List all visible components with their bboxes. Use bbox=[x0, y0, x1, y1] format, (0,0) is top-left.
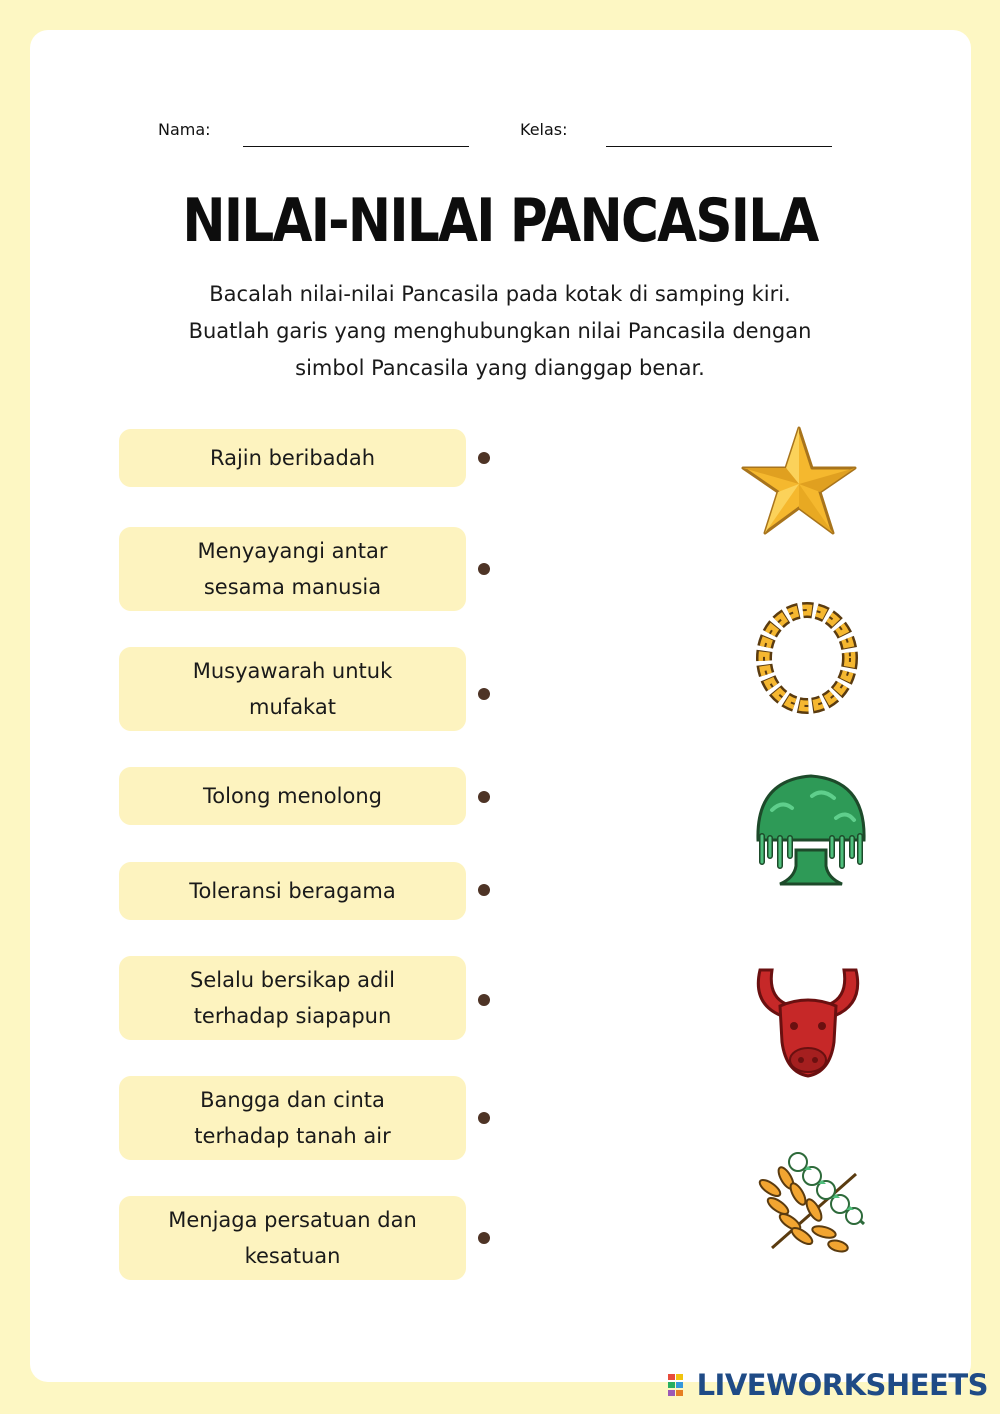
class-label: Kelas: bbox=[520, 120, 568, 139]
name-field[interactable] bbox=[243, 146, 469, 147]
value-box bbox=[119, 1196, 466, 1280]
match-dot[interactable] bbox=[478, 563, 490, 575]
value-text: mufakat bbox=[249, 695, 336, 719]
value-text: Musyawarah untuk bbox=[192, 659, 393, 683]
star-icon[interactable] bbox=[738, 424, 860, 538]
value-text: Rajin beribadah bbox=[209, 446, 376, 470]
name-label: Nama: bbox=[158, 120, 211, 139]
value-text: Menyayangi antar bbox=[197, 539, 388, 563]
liveworksheets-logo[interactable] bbox=[667, 1368, 988, 1402]
value-box bbox=[119, 527, 466, 611]
brand-name: LIVEWORKSHEETS bbox=[696, 1368, 988, 1402]
value-text: Menjaga persatuan dan bbox=[168, 1208, 417, 1232]
value-text: kesatuan bbox=[244, 1244, 341, 1268]
value-box bbox=[119, 862, 466, 920]
value-text: Tolong menolong bbox=[203, 784, 382, 808]
liveworksheets-logo-icon bbox=[667, 1373, 693, 1397]
page-title: NILAI-NILAI PANCASILA bbox=[182, 186, 818, 256]
value-text: terhadap siapapun bbox=[193, 1004, 392, 1028]
rice-cotton-icon[interactable] bbox=[752, 1148, 872, 1256]
chain-icon[interactable] bbox=[750, 598, 864, 718]
value-text: Selalu bersikap adil bbox=[190, 968, 395, 992]
bull-head-icon[interactable] bbox=[752, 964, 864, 1080]
value-box bbox=[119, 429, 466, 487]
instructions-line: simbol Pancasila yang dianggap benar. bbox=[295, 356, 705, 380]
match-dot[interactable] bbox=[478, 1112, 490, 1124]
banyan-tree-icon[interactable] bbox=[752, 770, 870, 890]
value-box bbox=[119, 647, 466, 731]
value-text: Bangga dan cinta bbox=[200, 1088, 385, 1112]
class-field[interactable] bbox=[606, 146, 832, 147]
value-text: sesama manusia bbox=[203, 575, 382, 599]
match-dot[interactable] bbox=[478, 688, 490, 700]
match-dot[interactable] bbox=[478, 884, 490, 896]
value-box bbox=[119, 767, 466, 825]
value-box bbox=[119, 956, 466, 1040]
match-dot[interactable] bbox=[478, 1232, 490, 1244]
instructions bbox=[100, 276, 900, 387]
instructions-line: Buatlah garis yang menghubungkan nilai Pancasila dengan bbox=[188, 319, 812, 343]
match-dot[interactable] bbox=[478, 791, 490, 803]
match-dot[interactable] bbox=[478, 452, 490, 464]
instructions-line: Bacalah nilai-nilai Pancasila pada kotak di samping kiri. bbox=[209, 282, 791, 306]
value-text: Toleransi beragama bbox=[189, 879, 396, 903]
value-text: terhadap tanah air bbox=[194, 1124, 391, 1148]
match-dot[interactable] bbox=[478, 994, 490, 1006]
value-box bbox=[119, 1076, 466, 1160]
